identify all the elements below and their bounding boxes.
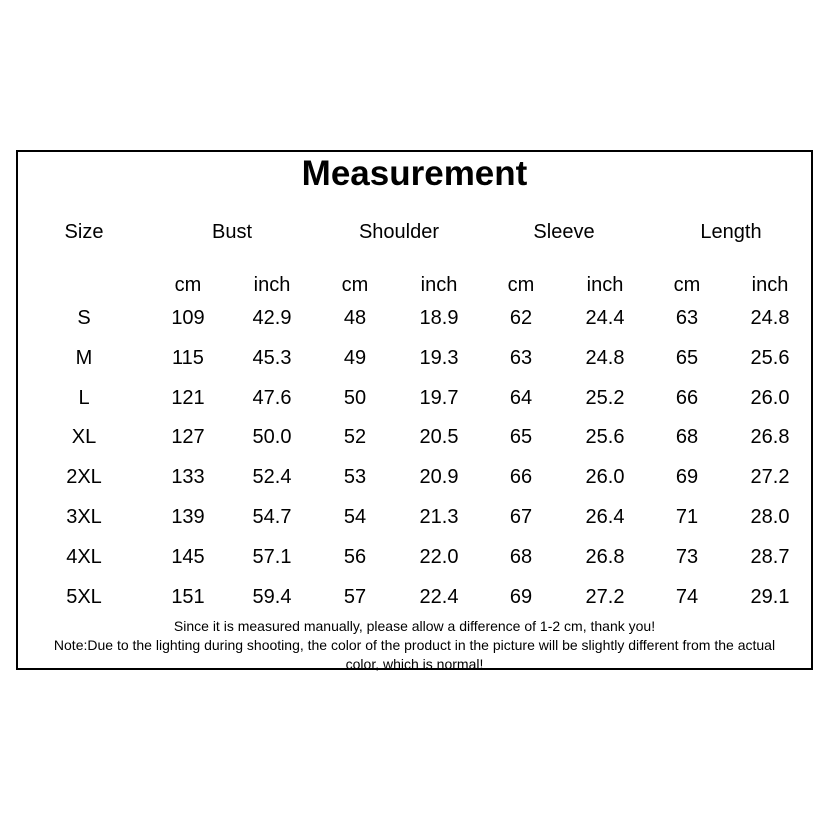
measurement-cell: 133 [171, 466, 205, 489]
measurement-cell: 109 [171, 307, 205, 329]
measurement-cell: 25.6 [750, 346, 790, 369]
measurement-cell: 59.4 [252, 585, 292, 608]
measurement-cell: 56 [343, 545, 367, 568]
measurement-cell: 73 [675, 545, 699, 568]
measurement-cell: 67 [509, 506, 533, 528]
measurement-cell: 48 [343, 307, 367, 329]
size-label: 2XL [66, 466, 102, 489]
measurement-cell: 121 [171, 386, 205, 409]
measurement-cell: 42.9 [252, 307, 292, 329]
size-label: 3XL [66, 506, 102, 528]
unit-label: inch [751, 274, 789, 296]
size-chart [16, 150, 813, 670]
measurement-cell: 28.7 [750, 545, 790, 568]
measurement-cell: 63 [675, 307, 699, 329]
chart-title: Measurement [301, 154, 528, 193]
measurement-cell: 64 [509, 386, 533, 409]
measurement-cell: 24.8 [750, 307, 790, 329]
measurement-cell: 24.4 [585, 307, 625, 329]
measurement-cell: 27.2 [585, 585, 625, 608]
unit-label: inch [253, 274, 291, 296]
measurement-cell: 26.0 [585, 466, 625, 489]
measurement-cell: 25.2 [585, 386, 625, 409]
measurement-cell: 57 [343, 585, 367, 608]
measurement-cell: 28.0 [750, 506, 790, 528]
measurement-cell: 53 [343, 466, 367, 489]
measurement-cell: 26.8 [750, 426, 790, 449]
size-label: 5XL [66, 585, 102, 608]
measurement-cell: 26.8 [585, 545, 625, 568]
header-sleeve: Sleeve [533, 221, 595, 243]
unit-label: cm [341, 274, 369, 296]
size-label: S [77, 307, 91, 329]
measurement-cell: 27.2 [750, 466, 790, 489]
measurement-cell: 52 [343, 426, 367, 449]
measurement-cell: 50 [343, 386, 367, 409]
measurement-cell: 145 [171, 545, 205, 568]
note-tolerance: Since it is measured manually, please allow a difference of 1-2 cm, thank you! [173, 618, 656, 634]
measurement-cell: 20.5 [419, 426, 459, 449]
measurement-cell: 49 [343, 346, 367, 369]
measurement-cell: 139 [171, 506, 205, 528]
measurement-cell: 74 [675, 585, 699, 608]
measurement-cell: 68 [675, 426, 699, 449]
header-size: Size [64, 221, 104, 243]
measurement-cell: 29.1 [750, 585, 790, 608]
measurement-cell: 66 [509, 466, 533, 489]
measurement-cell: 20.9 [419, 466, 459, 489]
size-label: XL [71, 426, 97, 449]
size-label: 4XL [66, 545, 102, 568]
measurement-cell: 57.1 [252, 545, 292, 568]
size-label: M [75, 346, 93, 369]
measurement-cell: 22.0 [419, 545, 459, 568]
unit-label: inch [420, 274, 458, 296]
measurement-cell: 68 [509, 545, 533, 568]
measurement-cell: 65 [675, 346, 699, 369]
measurement-cell: 22.4 [419, 585, 459, 608]
measurement-cell: 127 [171, 426, 205, 449]
measurement-cell: 151 [171, 585, 205, 608]
measurement-cell: 50.0 [252, 426, 292, 449]
size-label: L [78, 386, 90, 409]
measurement-cell: 54 [343, 506, 367, 528]
unit-label: cm [174, 274, 202, 296]
measurement-cell: 69 [675, 466, 699, 489]
measurement-cell: 52.4 [252, 466, 292, 489]
unit-label: cm [673, 274, 701, 296]
measurement-cell: 54.7 [252, 506, 292, 528]
header-bust: Bust [211, 221, 253, 243]
measurement-cell: 21.3 [419, 506, 459, 528]
header-shoulder: Shoulder [358, 221, 440, 243]
header-length: Length [700, 221, 762, 243]
measurement-cell: 69 [509, 585, 533, 608]
measurement-cell: 66 [675, 386, 699, 409]
measurement-cell: 62 [509, 307, 533, 329]
measurement-cell: 63 [509, 346, 533, 369]
note-color: Note:Due to the lighting during shooting, the color of the product in the picture will be slightly different from the actual [53, 637, 776, 653]
measurement-cell: 19.7 [419, 386, 459, 409]
measurement-cell: 71 [675, 506, 699, 528]
note-color-continued: color, which is normal! [345, 656, 484, 672]
measurement-cell: 18.9 [419, 307, 459, 329]
measurement-cell: 115 [172, 346, 204, 369]
measurement-cell: 26.0 [750, 386, 790, 409]
unit-label: cm [507, 274, 535, 296]
measurement-cell: 65 [509, 426, 533, 449]
measurement-cell: 26.4 [585, 506, 625, 528]
measurement-cell: 19.3 [419, 346, 459, 369]
measurement-cell: 25.6 [585, 426, 625, 449]
measurement-cell: 45.3 [252, 346, 292, 369]
measurement-cell: 24.8 [585, 346, 625, 369]
measurement-cell: 47.6 [252, 386, 292, 409]
unit-label: inch [586, 274, 624, 296]
